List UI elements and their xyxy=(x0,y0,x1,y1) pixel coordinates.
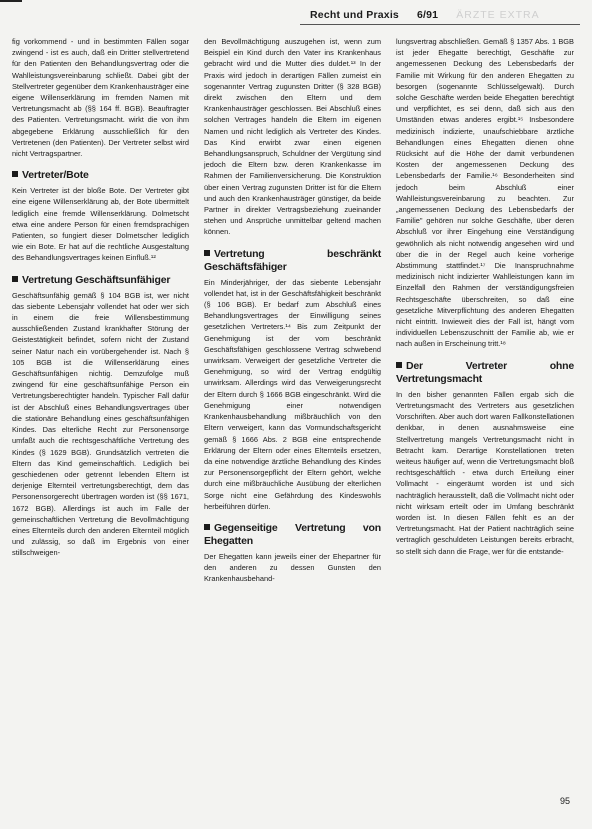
section-heading: Der Vertreter ohne Vertretungsmacht xyxy=(396,359,574,385)
faded-header-text: ÄRZTE EXTRA xyxy=(456,9,540,21)
section-heading: Vertretung beschränkt Geschäftsfähiger xyxy=(204,247,381,273)
paragraph: den Bevollmächtigung auszugehen ist, wenn zum Beispiel ein Kind durch den Vater ins Krankenhaus gebracht wird und die Mutter dies duldet.¹³ In der Praxis wird jedoch in derartigen Fällen zumeist ein sogenannter Vertrag zugunsten Dritter (§ 328 BGB) direkt zwischen den Eltern und dem Krankenhausträger geschlossen. Bei Abschluß eines solchen Vertrages handeln die Eltern im eigenen Namen und nicht lediglich als Vertreter des Kindes. Das Kind erwirbt zwar einen eigenen Behandlungsanspruch, Schuldner der Vergütung sind jedoch die Eltern bzw. deren Krankenkasse im Rahmen der Familienversicherung. Die Konstruktion über einen Vertrag zugunsten Dritter ist für die Eltern und auch den Krankenhausträger günstiger, da beide Partner in direkter Vertragsbeziehung zueinander stehen und Ansprüche unmittelbar geltend machen können. xyxy=(204,37,381,237)
section-title: Recht und Praxis xyxy=(310,9,399,21)
paragraph: Ein Minderjähriger, der das siebente Lebensjahr vollendet hat, ist in der Geschäftsfähigkeit beschränkt (§ 106 BGB). Er bedarf zum Abschluß eines Behandlungsvertrages der Einwilligung seines gesetzlichen Vertreters.¹⁴ Bis zum Zeitpunkt der Genehmigung ist der vom beschränkt Geschäftsfähigen geschlossene Vertrag schwebend unwirksam. Verweigert der gesetzliche Vertreter die Genehmigung, so wird der Vertrag endgültig unwirksam. Allerdings wird das Verweigerungsrecht der Eltern durch § 1666 BGB eingeschränkt. Wird die Genehmigung einer notwendigen Krankenhausbehandlung mißbräuchlich von den Eltern verweigert, kann das Vormundschaftsgericht gemäß § 1666 Abs. 2 BGB eine entsprechende Erklärung der Eltern oder eines Elternteils ersetzen, da eine notwendige ärztliche Behandlung des Kindes zur Personensorgepflicht der Eltern gehört, welche durch eine mißbräuchliche Ausübung der elterlichen Sorge nicht eine Gefährdung des Kindeswohls herbeiführen dürfen. xyxy=(204,277,381,511)
section-heading: Vertreter/Bote xyxy=(12,169,189,182)
page-header xyxy=(310,9,585,25)
square-bullet-icon xyxy=(204,250,210,256)
page-number: 95 xyxy=(560,796,571,806)
paragraph: Der Ehegatten kann jeweils einer der Ehepartner für den anderen zu dessen Gunsten den Krankenhausbehand- xyxy=(204,551,381,584)
column-1 xyxy=(12,36,189,559)
issue-number: 6/91 xyxy=(416,9,439,21)
paragraph: fig vorkommend - und in bestimmten Fällen sogar zwingend - ist es auch, daß ein Dritter stellvertretend für den Patienten den Behandlungsvertrag oder die Wahlleistungsvereinbarung schließt. Dabei gibt der Stellvertreter gegenüber dem Krankenhausträger eine eigene Willenserklärung im fremden Namen mit Vertretungsmacht ab (§§ 164 ff. BGB). Beauftragter des Patienten. Vertretungsmacht. wirkt die von ihm abgegebene Erklärung ausschließlich für den Vertretenen (den Patienten). Der Vertreter selbst wird nicht Vertragspartner. xyxy=(12,37,189,159)
square-bullet-icon xyxy=(204,524,210,530)
paragraph: lungsvertrag abschließen. Gemäß § 1357 Abs. 1 BGB ist jeder Ehegatte berechtigt, Geschäfte zur angemessenen Deckung des Lebensbedarfs der Familie mit Wirkung für den anderen Ehegatten zu besorgen (sogenannte Schlüsselgewalt). Durch solche Geschäfte werden beide Ehegatten berechtigt und verpflichtet, es sei denn, daß sich aus den Umständen etwas anderes ergibt.¹⁵ Insbesondere medizinisch indizierte, unaufschiebbare ärztliche Behandlungen eines Ehegatten dienen ohne Rücksicht auf die Höhe der damit verbundenen Kosten der angemessenen Deckung des Lebensbedarfs der Familie.¹⁶ Besonderheiten sind jedoch beim Abschluß einer Wahlleistungsvereinbarung zu beachten. Zur „angemessenen Deckung des Lebensbedarfs der Familie" gehören nur solche Geschäfte, über deren Abschluß vor ihrer Eingehung eine Verständigung gewöhnlich als nicht notwendig angesehen wird und über die in der Regel auch keine vorherige Abstimmung stattfindet.¹⁷ Die Inanspruchnahme medizinisch nicht indizierter Wahlleistungen kann im Einzelfall den Rahmen der verständigungsfreien Rechtsgeschäfte überschreiten, so daß eine gesetzliche Mitverpflichtung des anderen Ehegatten nicht eintritt. Inwieweit dies der Fall ist, hängt vom individuellen Lebenszuschnitt der Familie ab, wie er nach außen in Erscheinung tritt.¹⁸ xyxy=(396,37,574,349)
paragraph: Kein Vertreter ist der bloße Bote. Der Vertreter gibt eine eigene Willenserklärung ab, der Bote übermittelt lediglich eine fremde Willenserklärung. Dolmetscht etwa eine andere Person für einen fremdsprachigen Patienten, so fungiert dieser Dolmetscher lediglich wie ein Bote. Er hat auf die rechtliche Ausgestaltung des Behandlungsvertrages keinen Einfluß.¹² xyxy=(12,186,189,263)
header-rule xyxy=(300,24,580,25)
square-bullet-icon xyxy=(12,171,18,177)
square-bullet-icon xyxy=(396,362,402,368)
paragraph: In den bisher genannten Fällen ergab sich die Vertretungsmacht des Vertreters aus gesetzlichen Vorschriften. Aber auch dort waren Fallkonstellationen denkbar, in denen ausnahmsweise eine Stellvertretung mangels Vertretungsmacht nicht in Betracht kam. Derartige Konstellationen treten weiteus häufiger auf, wenn die Vertretungsmacht bloß rechtsgeschäftlich - etwa durch Erteilung einer Vollmacht - eingeräumt worden ist und sich nachträglich herausstellt, daß die Vollmacht nicht oder nicht wirksam erteilt oder im Umfang beschränkt worden ist. In diesen Fällen fehlt es an der Vertretungsmacht. Hat der Patient nachträglich seine vertraglich geschuldeten Leistungen bereits erbracht, so stellt sich dann die Frage, wer für die entstande- xyxy=(396,389,574,556)
section-heading: Gegenseitige Vertretung von Ehegatten xyxy=(204,521,381,547)
square-bullet-icon xyxy=(12,276,18,282)
column-2 xyxy=(204,36,381,585)
top-edge-mark xyxy=(0,0,22,2)
paragraph: Geschäftsunfähig gemäß § 104 BGB ist, wer nicht das siebente Lebensjahr vollendet hat oder wer sich in einem die freie Willensbestimmung ausschließenden Zustand krankhafter Störung der Geistestätigkeit befindet, sofern nicht der Zustand seiner Natur nach ein vorübergehender ist. Nach § 105 BGB ist die Willenserklärung eines Geschäftsunfähigen nichtig. Demzufolge muß zwingend für eine geschäftsunfähige Person ein Vertretungsberechtigter handeln. Typischer Fall dafür ist der Abschluß eines Behandlungsvertrages über die stationäre Behandlung eines geschäftsunfähigen Kindes. Das elterliche Recht zur Personensorge umfaßt auch die rechtsgeschäftliche Vertretung des Kindes (§ 1629 BGB). Grundsätzlich vertreten die Eltern das Kind gemeinschaftlich. Lediglich bei geschiedenen oder getrennt lebenden Eltern ist derjenige Elternteil vertretungsberechtigt, dem das Personensorgerecht übertragen worden ist (§§ 1671, 1672 BGB). Allerdings ist auch im Falle der gemeinschaftlichen Vertretung die Bevollmächtigung eines Elternteils durch den anderen Elternteil möglich und zulässig, so daß im Ergebnis von einer stillschweigen- xyxy=(12,290,189,558)
section-heading: Vertretung Geschäftsunfähiger xyxy=(12,274,189,287)
column-3 xyxy=(396,36,574,557)
